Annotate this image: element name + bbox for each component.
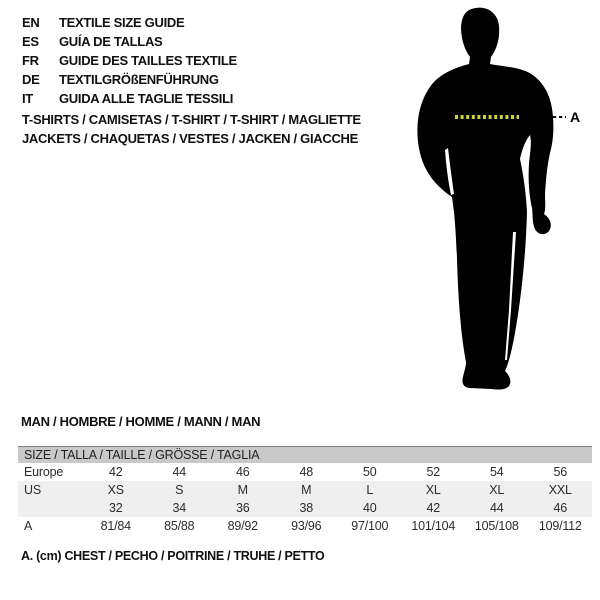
language-label: GUIDA ALLE TAGLIE TESSILI [59,91,234,106]
cell: 56 [553,465,567,479]
cell: 105/108 [474,519,519,533]
language-label: GUÍA DE TALLAS [59,34,163,49]
cell: 46 [235,465,250,479]
man-silhouette [417,8,553,390]
table-row-us-numeric [18,499,592,517]
category-jackets: JACKETS / CHAQUETAS / VESTES / JACKEN / GIACCHE [22,131,358,146]
language-code: IT [22,91,33,106]
row-label [18,499,84,517]
cell: XL [465,481,529,499]
size-table [18,446,592,535]
row-label: US [18,481,84,499]
language-code: DE [22,72,40,87]
table-row-europe [18,463,592,481]
cell: 81/84 [100,519,131,533]
cell: 101/104 [411,519,456,533]
cell: 97/100 [351,519,389,533]
table-row-us [18,481,592,499]
measure-label-a: A [570,109,581,125]
section-title-man: MAN / HOMBRE / HOMME / MANN / MAN [21,414,261,429]
language-code: ES [22,34,39,49]
cell: 48 [299,465,313,479]
cell: 34 [148,499,212,517]
cell: 93/96 [291,519,322,533]
cell: 42 [402,499,466,517]
size-table-header: SIZE / TALLA / TAILLE / GRÖSSE / TAGLIA [18,447,592,464]
cell: XXL [529,481,593,499]
language-code: FR [22,53,39,68]
size-table-header-row [18,447,592,464]
cell: 50 [362,465,377,479]
row-label: Europe [24,465,64,479]
cell: 44 [172,465,186,479]
cell: 85/88 [164,519,195,533]
language-label: TEXTILGRÖßENFÜHRUNG [59,72,219,87]
table-row-a-chest [18,517,592,535]
cell: 46 [529,499,593,517]
language-label: TEXTILE SIZE GUIDE [59,15,185,30]
cell: 40 [338,499,402,517]
cell: 38 [275,499,339,517]
language-label: GUIDE DES TAILLES TEXTILE [59,53,237,68]
cell: L [338,481,402,499]
language-code: EN [22,15,40,30]
cell: XL [402,481,466,499]
cell: S [148,481,212,499]
cell: 54 [489,465,504,479]
cell: M [275,481,339,499]
cell: M [211,481,275,499]
cell: 109/112 [538,519,582,533]
cell: 36 [211,499,275,517]
cell: 42 [108,465,123,479]
cell: 89/92 [227,519,258,533]
category-tshirts: T-SHIRTS / CAMISETAS / T-SHIRT / T-SHIRT / MAGLIETTE [22,112,361,127]
cell: XS [84,481,148,499]
cell: 44 [465,499,529,517]
measurement-footnote: A. (cm) CHEST / PECHO / POITRINE / TRUHE / PETTO [21,549,325,563]
cell: 32 [84,499,148,517]
cell: 52 [426,465,440,479]
row-label: A [24,519,33,533]
